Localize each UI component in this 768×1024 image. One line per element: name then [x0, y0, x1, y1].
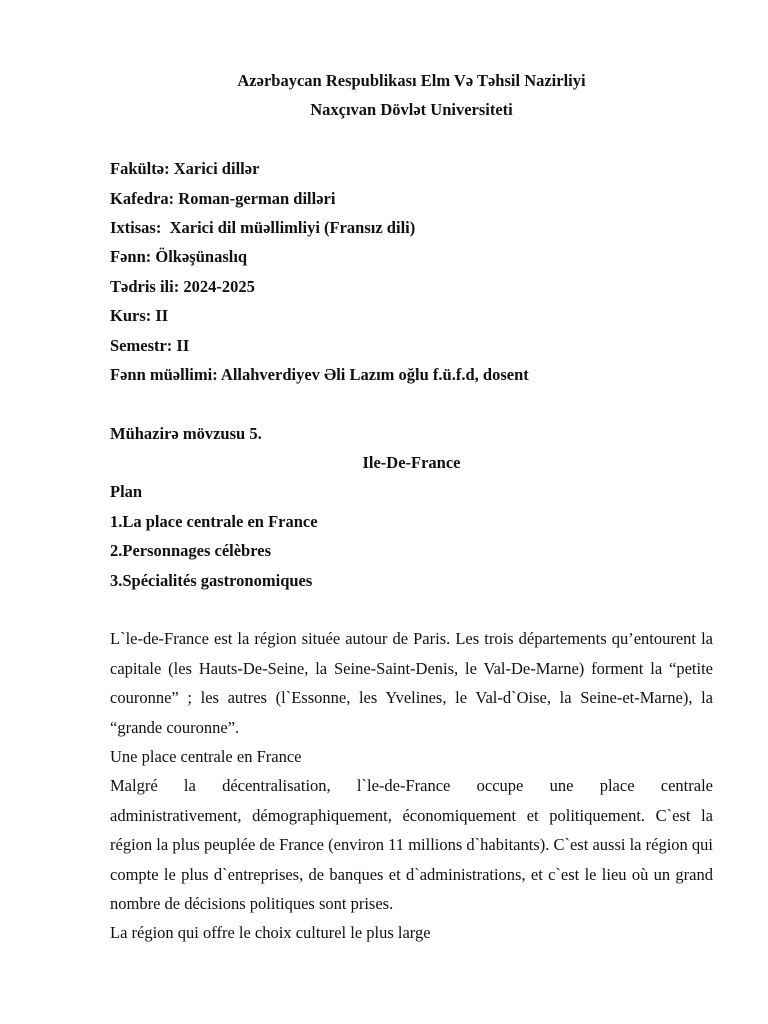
spacer — [110, 595, 713, 624]
university-title: Naxçıvan Dövlət Universiteti — [310, 100, 513, 120]
plan-label: Plan — [110, 482, 143, 502]
lecture-topic: Mühazirə mövzusu 5. — [110, 423, 262, 443]
document-page — [110, 66, 713, 948]
department-line: Kafedra: Roman-german dilləri — [110, 188, 336, 208]
lecture-title: Ile-De-France — [362, 453, 461, 473]
semester-line: Semestr: II — [110, 335, 190, 355]
course-line: Kurs: II — [110, 306, 169, 326]
spacer — [110, 125, 713, 154]
section-heading: Une place centrale en France — [110, 747, 302, 767]
ministry-title: Azərbaycan Respublikası Elm Və Təhsil Nazirliyi — [237, 71, 586, 90]
spacer — [110, 389, 713, 418]
subject-line: Fənn: Ölkəşünaslıq — [110, 247, 248, 267]
specialty-line: Ixtisas: Xarici dil müəllimliyi (Fransız dili) — [110, 217, 416, 237]
teacher-line: Fənn müəllimi: Allahverdiyev Əli Lazım oğlu f.ü.f.d, dosent — [110, 364, 529, 384]
paragraph-line: Malgré la décentralisation, l`le-de-France occupe une place centrale — [110, 776, 713, 796]
plan-item: 3.Spécialités gastronomiques — [110, 570, 313, 590]
year-line: Tədris ili: 2024-2025 — [110, 276, 255, 296]
plan-item: 2.Personnages célèbres — [110, 541, 271, 561]
plan-item: 1.La place centrale en France — [110, 511, 318, 531]
paragraph-intro: L`le-de-France est la région située autour de Paris. Les trois départements qu’entourent la capitale (les Hauts-De-Seine, la Seine-Saint-Denis, le Val-De-Marne) forment la “petite couronne” ; les autres (l`Essonne, les Yvelines, le Val-d`Oise, la Seine-et-Marne), la “grande couronne”. — [110, 629, 713, 737]
paragraph-body: administrativement, démographiquement, économiquement et politiquement. C`est la région la plus peuplée de France (environ 11 millions d`habitants). C`est aussi la région qui compte le plus d`entreprises, de banques et d`administrations, et c`est le lieu où un grand nombre de décisions politiques sont prises. — [110, 805, 713, 914]
faculty-line: Fakültə: Xarici dillər — [110, 159, 260, 179]
section-heading: La région qui offre le choix culturel le plus large — [110, 923, 431, 943]
